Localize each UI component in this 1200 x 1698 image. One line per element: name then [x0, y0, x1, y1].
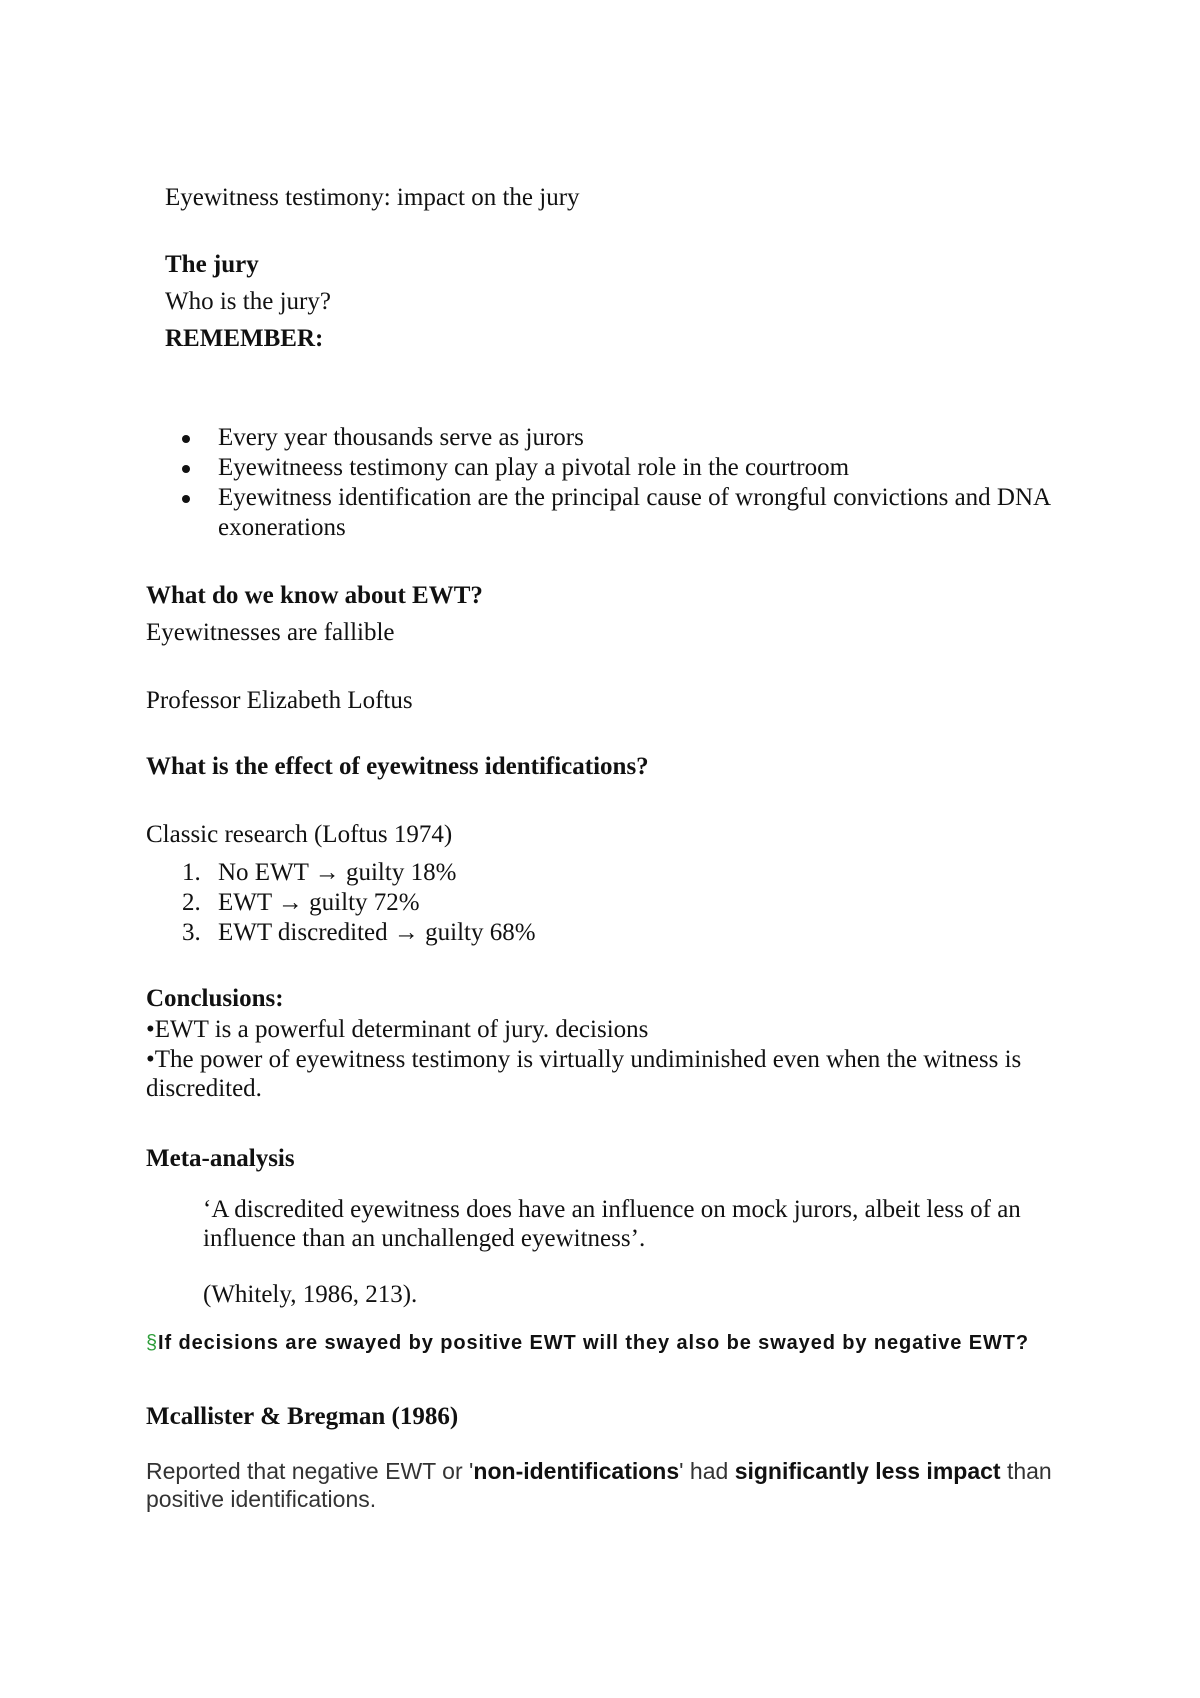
effect-heading: What is the effect of eyewitness identifications?	[146, 753, 649, 780]
swayed-question	[146, 1328, 1029, 1358]
jury-question: Who is the jury?	[165, 288, 331, 315]
list-item: Eyewitneess testimony can play a pivotal role in the courtroom	[180, 453, 1080, 483]
list-item	[146, 858, 1046, 888]
remember-bullet-list	[180, 423, 1080, 543]
list-number: 3.	[182, 919, 201, 946]
meta-heading: Meta-analysis	[146, 1145, 295, 1172]
text-run: Reported that negative EWT or '	[146, 1458, 474, 1484]
section-marker: §	[146, 1332, 159, 1354]
swayed-question-text: If decisions are swayed by positive EWT will they also be swayed by negative EWT?	[158, 1332, 1029, 1354]
loftus-name: Professor Elizabeth Loftus	[146, 687, 413, 714]
ewt-text: Eyewitnesses are fallible	[146, 619, 395, 646]
text-run: than positive identifications.	[146, 1458, 1052, 1512]
remember-label: REMEMBER:	[165, 325, 324, 352]
classic-research: Classic research (Loftus 1974)	[146, 821, 453, 848]
jury-heading: The jury	[165, 251, 259, 278]
emphasis-text: significantly less impact	[734, 1458, 1001, 1484]
result-text: No EWT → guilty 18%	[218, 859, 457, 886]
meta-quote: ‘A discredited eyewitness does have an influence on mock jurors, albeit less of an influence than an unchallenged eyewitness’.	[203, 1196, 1021, 1252]
results-list	[146, 858, 1046, 948]
meta-citation: (Whitely, 1986, 213).	[203, 1281, 418, 1308]
list-item	[146, 918, 1046, 948]
conclusions-heading: Conclusions:	[146, 985, 284, 1012]
mcallister-heading: Mcallister & Bregman (1986)	[146, 1403, 459, 1430]
list-item	[146, 888, 1046, 918]
list-item: Eyewitness identification are the principal cause of wrongful convictions and DNA exonerations	[180, 483, 1080, 543]
list-number: 1.	[182, 859, 201, 886]
conclusion-item: •EWT is a powerful determinant of jury. decisions	[146, 1016, 649, 1043]
list-number: 2.	[182, 889, 201, 916]
result-text: EWT → guilty 72%	[218, 889, 420, 916]
result-text: EWT discredited → guilty 68%	[218, 919, 536, 946]
text-run: ' had	[679, 1458, 735, 1484]
document-title: Eyewitness testimony: impact on the jury	[165, 184, 580, 211]
list-item: Every year thousands serve as jurors	[180, 423, 1080, 453]
mcallister-paragraph	[146, 1457, 1076, 1513]
emphasis-text: non-identifications	[473, 1458, 680, 1484]
ewt-heading: What do we know about EWT?	[146, 582, 483, 609]
conclusion-item: •The power of eyewitness testimony is virtually undiminished even when the witness is discredited.	[146, 1046, 1022, 1102]
